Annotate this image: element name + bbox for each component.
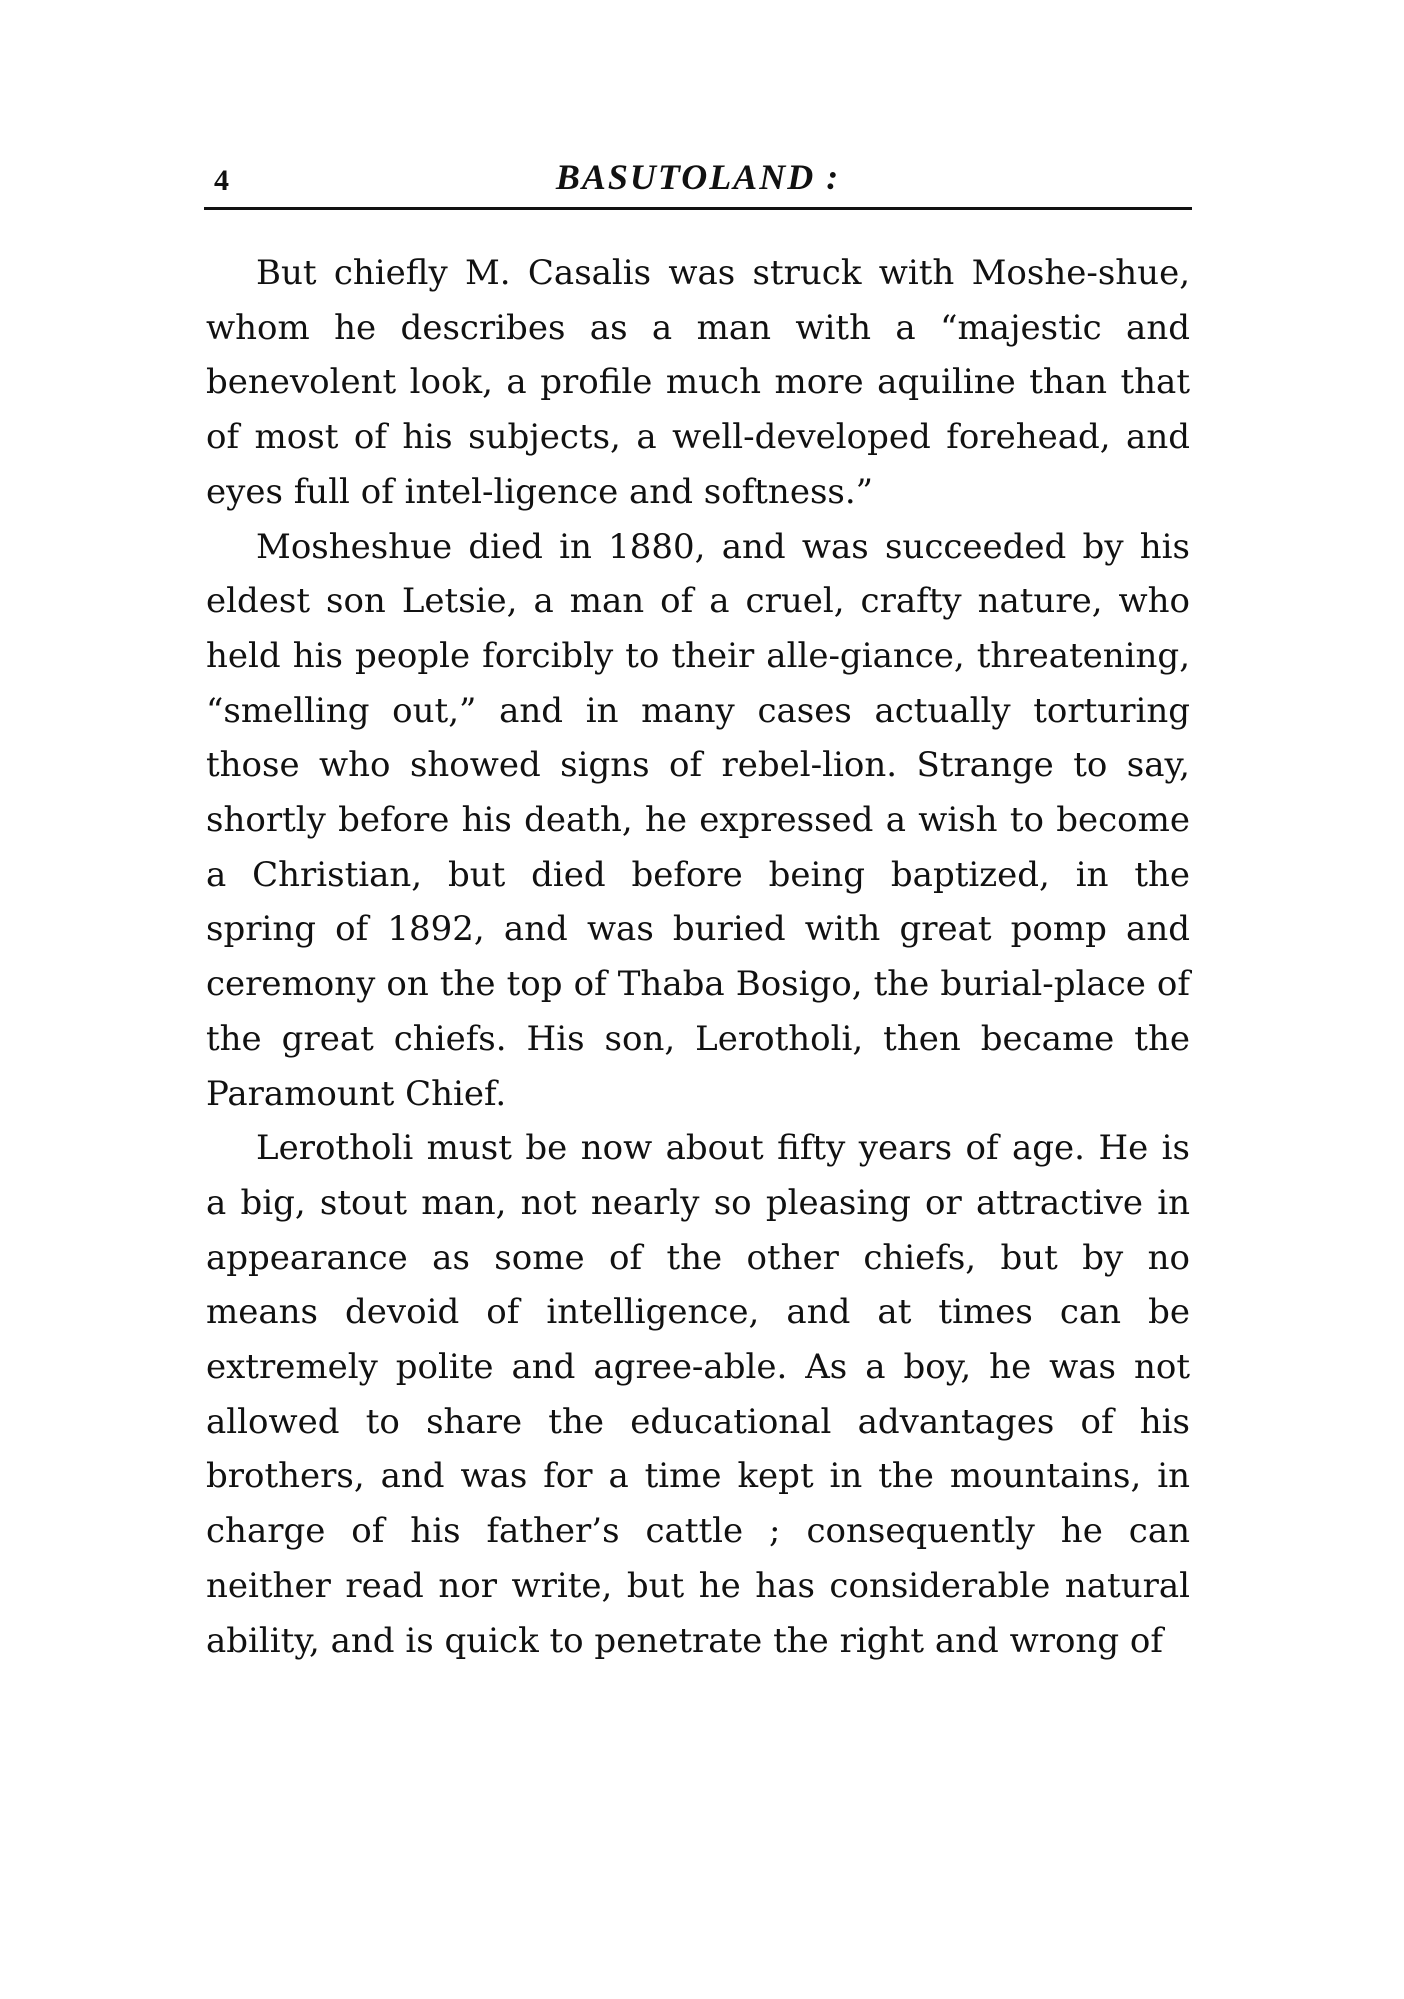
running-head: BASUTOLAND : <box>555 157 841 197</box>
page-number: 4 <box>214 164 229 197</box>
header-rule <box>204 207 1192 210</box>
paragraph-casalis: But chiefly M. Casalis was struck with Moshe-shue, whom he describes as a man with a “majestic and benevolent look, a profile much more aquiline than that of most of his subjects, a well-developed forehead, and eyes full of intel-ligence and softness.” <box>206 253 1190 512</box>
paragraph-lerotholi: Lerotholi must be now about fifty years of age. He is a big, stout man, not nearly so pleasing or attractive in appearance as some of the other chiefs, but by no means devoid of intelligence, and at times can be extremely polite and agree-able. As a boy, he was not allowed to share the educational advantages of his brothers, and was for a time kept in the mountains, in charge of his father’s cattle ; consequently he can neither read nor write, but he has considerable natural ability, and is quick to penetrate the right and wrong of <box>206 1128 1190 1661</box>
page-header <box>204 148 1192 200</box>
body-text <box>206 246 1190 1668</box>
paragraph-mosheshue-death: Mosheshue died in 1880, and was succeeded by his eldest son Letsie, a man of a cruel, crafty nature, who held his people forcibly to their alle-giance, threatening, “smelling out,” and in many cases actually torturing those who showed signs of rebel-lion. Strange to say, shortly before his death, he expressed a wish to become a Christian, but died before being baptized, in the spring of 1892, and was buried with great pomp and ceremony on the top of Thaba Bosigo, the burial-place of the great chiefs. His son, Lerotholi, then became the Paramount Chief. <box>206 526 1190 1114</box>
